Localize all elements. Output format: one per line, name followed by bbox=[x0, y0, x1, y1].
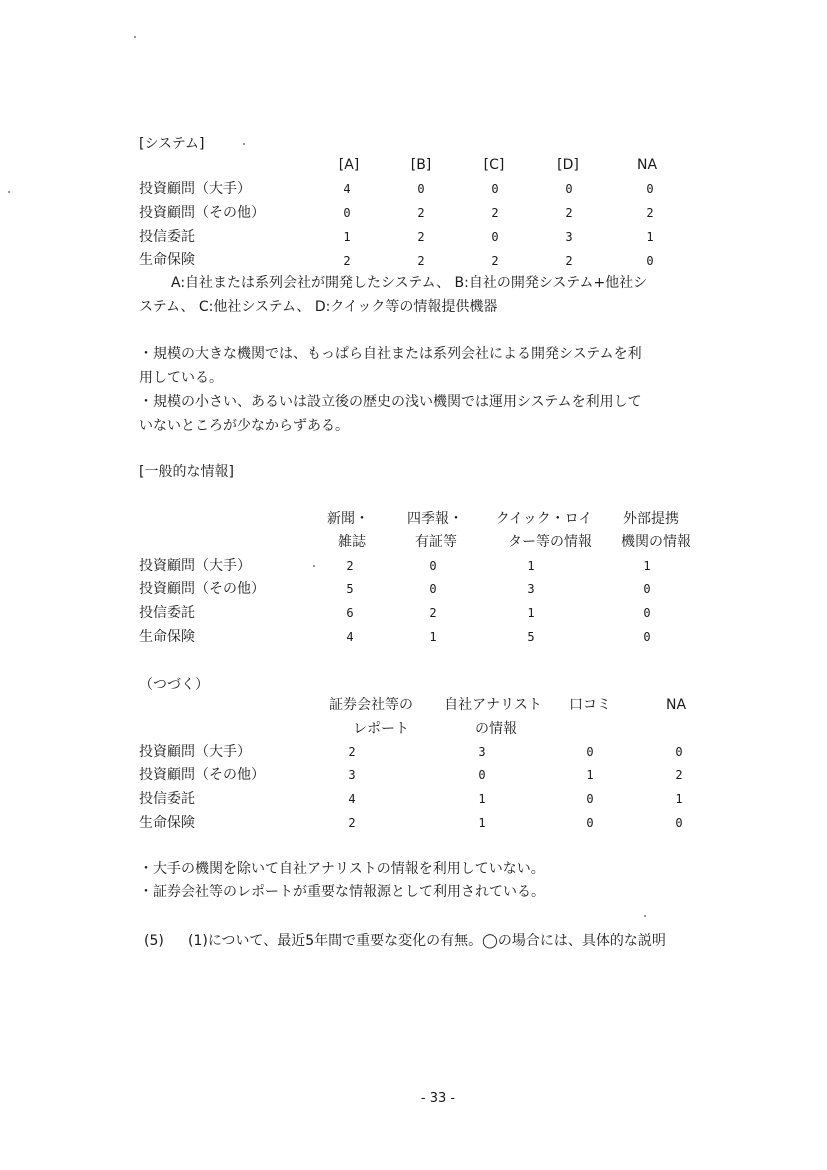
system-cell: 0 bbox=[491, 182, 499, 196]
system-legend-line: A:自社または系列会社が開発したシステム、 B:自社の開発システム+他社シ bbox=[171, 275, 648, 291]
general-cell: 1 bbox=[429, 630, 437, 644]
general-cell: 5 bbox=[346, 582, 354, 596]
general-heading: [一般的な情報] bbox=[139, 464, 234, 480]
note-line: ・証券会社等のレポートが重要な情報源として利用されている。 bbox=[139, 884, 545, 900]
system-row-label: 投資顧問（大手） bbox=[139, 181, 251, 197]
general-cell: 1 bbox=[643, 559, 651, 573]
general-row-label: 生命保険 bbox=[139, 629, 195, 645]
general-cell: 5 bbox=[527, 630, 535, 644]
general-col-header: 雑誌 bbox=[338, 534, 366, 550]
general-row-label: 投信委託 bbox=[139, 605, 195, 621]
note-line: 用している。 bbox=[139, 370, 223, 386]
continued-col-header: NA bbox=[665, 697, 687, 713]
general-cell: 6 bbox=[346, 606, 354, 620]
continued-col-header: レポート bbox=[353, 721, 409, 737]
note-line: ・規模の小さい、あるいは設立後の歴史の浅い機関では運用システムを利用して bbox=[139, 394, 642, 410]
general-cell: 2 bbox=[346, 559, 354, 573]
system-cell: 4 bbox=[343, 182, 351, 196]
general-col-header: 有証等 bbox=[415, 534, 457, 550]
scan-speck bbox=[644, 915, 646, 917]
system-legend-line: ステム、 C:他社システム、 D:クイック等の情報提供機器 bbox=[139, 299, 498, 315]
continued-cell: 2 bbox=[675, 768, 683, 782]
continued-cell: 1 bbox=[675, 792, 683, 806]
general-cell: 2 bbox=[429, 606, 437, 620]
system-row-label: 投資顧問（その他） bbox=[139, 205, 265, 221]
system-cell: 0 bbox=[646, 182, 654, 196]
continued-cell: 0 bbox=[586, 792, 594, 806]
general-cell: 0 bbox=[643, 606, 651, 620]
note-line: ・規模の大きな機関では、もっぱら自社または系列会社による開発システムを利 bbox=[139, 346, 642, 362]
general-col-header: 新聞・ bbox=[327, 511, 369, 527]
general-col-header: 外部提携 bbox=[623, 511, 679, 527]
system-cell: 2 bbox=[417, 230, 425, 244]
continued-cell: 3 bbox=[348, 768, 356, 782]
scan-speck bbox=[8, 191, 10, 193]
system-cell: 0 bbox=[343, 206, 351, 220]
continued-heading: （つづく） bbox=[139, 677, 209, 693]
continued-cell: 1 bbox=[586, 768, 594, 782]
continued-cell: 0 bbox=[478, 768, 486, 782]
system-cell: 2 bbox=[491, 254, 499, 268]
system-cell: 2 bbox=[417, 206, 425, 220]
note-line: ・大手の機関を除いて自社アナリストの情報を利用していない。 bbox=[139, 861, 545, 877]
continued-cell: 4 bbox=[348, 792, 356, 806]
general-row-label: 投資顧問（その他） bbox=[139, 581, 265, 597]
question-text: (1)について、最近5年間で重要な変化の有無。◯の場合には、具体的な説明 bbox=[188, 933, 666, 949]
system-cell: 2 bbox=[565, 206, 573, 220]
general-cell: 3 bbox=[527, 582, 535, 596]
system-cell: 1 bbox=[343, 230, 351, 244]
system-col-a: [A] bbox=[338, 157, 360, 173]
system-cell: 2 bbox=[646, 206, 654, 220]
question-number: (5) bbox=[144, 933, 164, 949]
system-cell: 1 bbox=[646, 230, 654, 244]
system-cell: 3 bbox=[565, 230, 573, 244]
system-cell: 2 bbox=[343, 254, 351, 268]
continued-row-label: 投信委託 bbox=[139, 791, 195, 807]
continued-col-header: 自社アナリスト bbox=[444, 697, 542, 713]
system-cell: 0 bbox=[417, 182, 425, 196]
continued-cell: 0 bbox=[586, 745, 594, 759]
continued-row-label: 投資顧問（その他） bbox=[139, 767, 265, 783]
continued-col-header: 口コミ bbox=[569, 697, 611, 713]
general-cell: 4 bbox=[346, 630, 354, 644]
note-line: いないところが少なからずある。 bbox=[139, 418, 349, 434]
system-heading: [システム] bbox=[139, 136, 205, 152]
system-cell: 0 bbox=[491, 230, 499, 244]
general-col-header: 四季報・ bbox=[407, 511, 463, 527]
continued-cell: 0 bbox=[675, 745, 683, 759]
page-number: - 33 - bbox=[420, 1091, 456, 1106]
continued-cell: 2 bbox=[348, 745, 356, 759]
continued-row-label: 投資顧問（大手） bbox=[139, 744, 251, 760]
system-col-d: [D] bbox=[557, 157, 579, 173]
general-row-label: 投資顧問（大手） bbox=[139, 558, 251, 574]
continued-cell: 2 bbox=[348, 816, 356, 830]
scan-speck bbox=[134, 36, 136, 38]
continued-col-header: 証券会社等の bbox=[329, 697, 413, 713]
general-cell: 0 bbox=[429, 559, 437, 573]
system-cell: 2 bbox=[491, 206, 499, 220]
system-cell: 0 bbox=[565, 182, 573, 196]
general-col-header: クイック・ロイ bbox=[495, 511, 593, 527]
general-cell: 0 bbox=[429, 582, 437, 596]
continued-cell: 1 bbox=[478, 792, 486, 806]
system-col-c: [C] bbox=[483, 157, 505, 173]
scan-speck bbox=[313, 565, 315, 567]
system-col-b: [B] bbox=[410, 157, 432, 173]
continued-col-header: の情報 bbox=[475, 721, 517, 737]
continued-cell: 0 bbox=[586, 816, 594, 830]
system-cell: 2 bbox=[417, 254, 425, 268]
system-col-na: NA bbox=[636, 157, 658, 173]
system-row-label: 生命保険 bbox=[139, 252, 195, 268]
general-cell: 0 bbox=[643, 582, 651, 596]
system-cell: 0 bbox=[646, 254, 654, 268]
general-col-header: ター等の情報 bbox=[508, 534, 592, 550]
continued-row-label: 生命保険 bbox=[139, 815, 195, 831]
general-cell: 0 bbox=[643, 630, 651, 644]
scan-speck bbox=[243, 143, 245, 145]
continued-cell: 3 bbox=[478, 745, 486, 759]
continued-cell: 0 bbox=[675, 816, 683, 830]
system-row-label: 投信委託 bbox=[139, 229, 195, 245]
general-cell: 1 bbox=[527, 559, 535, 573]
general-cell: 1 bbox=[527, 606, 535, 620]
continued-cell: 1 bbox=[478, 816, 486, 830]
system-cell: 2 bbox=[565, 254, 573, 268]
general-col-header: 機関の情報 bbox=[621, 534, 691, 550]
